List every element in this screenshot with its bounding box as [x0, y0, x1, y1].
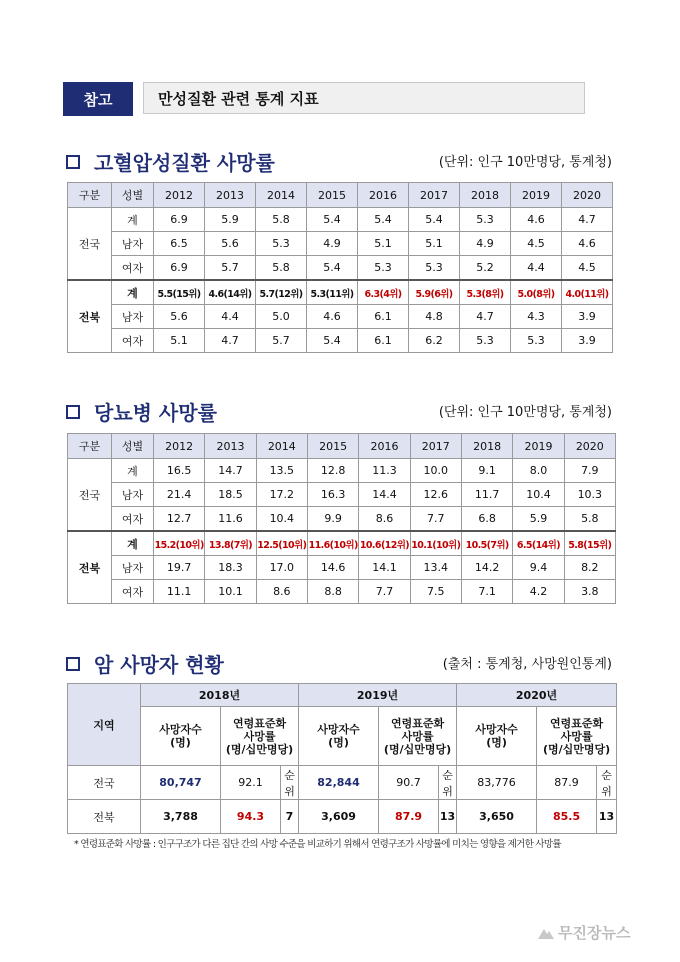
- column-header: 2016: [359, 434, 410, 459]
- cancer-table: [67, 683, 617, 834]
- value-cell: 6.1: [358, 329, 409, 353]
- checkbox-square-icon: [66, 657, 80, 671]
- column-header: 2020: [564, 434, 615, 459]
- year-header: 2020년: [457, 684, 617, 707]
- value-cell: 7.7: [359, 580, 410, 604]
- value-cell: 6.8: [461, 507, 512, 532]
- value-cell: 5.3: [460, 208, 511, 232]
- gender-cell: 계: [112, 531, 154, 556]
- column-header: 2015: [307, 183, 358, 208]
- value-cell: 11.3: [359, 459, 410, 483]
- mountain-logo-icon: [538, 927, 554, 939]
- value-cell: 18.3: [205, 556, 256, 580]
- region-cell: 전국: [68, 766, 141, 800]
- column-header: 성별: [112, 183, 154, 208]
- value-cell: 6.5(14위): [513, 531, 564, 556]
- table-row: [68, 800, 617, 834]
- table-row: [68, 580, 616, 604]
- gender-cell: 여자: [112, 580, 154, 604]
- value-cell: 15.2(10위): [154, 531, 205, 556]
- column-header: 2019: [513, 434, 564, 459]
- value-cell: 4.6: [562, 232, 613, 256]
- column-header: 2013: [205, 434, 256, 459]
- value-cell: 5.4: [307, 329, 358, 353]
- rate-cell: 87.9: [379, 800, 439, 834]
- value-cell: 5.6: [154, 305, 205, 329]
- region-cell: 전북: [68, 800, 141, 834]
- value-cell: 13.4: [410, 556, 461, 580]
- value-cell: 4.6: [307, 305, 358, 329]
- column-header: 2012: [154, 183, 205, 208]
- value-cell: 9.9: [307, 507, 358, 532]
- value-cell: 5.7: [256, 329, 307, 353]
- column-header: 성별: [112, 434, 154, 459]
- value-cell: 6.9: [154, 256, 205, 281]
- rank-cell: 13: [439, 800, 457, 834]
- value-cell: 5.7(12위): [256, 280, 307, 305]
- diabetes-table: [67, 433, 616, 604]
- section3-unit: (출처 : 통계청, 사망원인통계): [442, 657, 612, 672]
- table-row: [68, 459, 616, 483]
- value-cell: 10.4: [256, 507, 307, 532]
- value-cell: 5.8: [256, 208, 307, 232]
- value-cell: 7.9: [564, 459, 615, 483]
- gender-cell: 여자: [112, 329, 154, 353]
- deaths-cell: 83,776: [457, 766, 537, 800]
- value-cell: 14.4: [359, 483, 410, 507]
- value-cell: 4.0(11위): [562, 280, 613, 305]
- table-row: [68, 531, 616, 556]
- value-cell: 13.8(7위): [205, 531, 256, 556]
- rate-cell: 92.1: [221, 766, 281, 800]
- value-cell: 5.0(8위): [511, 280, 562, 305]
- gender-cell: 남자: [112, 483, 154, 507]
- reference-bar: [63, 82, 585, 116]
- value-cell: 5.2: [460, 256, 511, 281]
- header-row: [68, 183, 613, 208]
- column-header: 2013: [205, 183, 256, 208]
- value-cell: 5.0: [256, 305, 307, 329]
- value-cell: 5.9: [205, 208, 256, 232]
- value-cell: 4.9: [307, 232, 358, 256]
- value-cell: 6.3(4위): [358, 280, 409, 305]
- value-cell: 10.5(7위): [461, 531, 512, 556]
- gender-cell: 남자: [112, 232, 154, 256]
- year-header: 2018년: [141, 684, 299, 707]
- rank-cell: 순위: [439, 766, 457, 800]
- checkbox-square-icon: [66, 405, 80, 419]
- hypertension-table: [67, 182, 613, 353]
- value-cell: 5.3(11위): [307, 280, 358, 305]
- region-cell: 전국: [68, 459, 112, 532]
- section3-title: 암 사망자 현황: [66, 649, 224, 678]
- gender-cell: 남자: [112, 305, 154, 329]
- column-header: 2012: [154, 434, 205, 459]
- value-cell: 5.1: [358, 232, 409, 256]
- value-cell: 3.9: [562, 305, 613, 329]
- value-cell: 6.2: [409, 329, 460, 353]
- sub-header-row: [68, 707, 617, 766]
- gender-cell: 계: [112, 280, 154, 305]
- value-cell: 4.4: [511, 256, 562, 281]
- value-cell: 16.5: [154, 459, 205, 483]
- rate-cell: 90.7: [379, 766, 439, 800]
- value-cell: 8.0: [513, 459, 564, 483]
- value-cell: 5.4: [307, 256, 358, 281]
- value-cell: 11.1: [154, 580, 205, 604]
- value-cell: 3.8: [564, 580, 615, 604]
- value-cell: 10.6(12위): [359, 531, 410, 556]
- value-cell: 7.1: [461, 580, 512, 604]
- region-cell: 전국: [68, 208, 112, 281]
- deaths-cell: 80,747: [141, 766, 221, 800]
- column-header: 구분: [68, 434, 112, 459]
- gender-cell: 계: [112, 459, 154, 483]
- value-cell: 10.4: [513, 483, 564, 507]
- value-cell: 11.6(10위): [307, 531, 358, 556]
- value-cell: 3.9: [562, 329, 613, 353]
- gender-cell: 여자: [112, 256, 154, 281]
- value-cell: 4.2: [513, 580, 564, 604]
- checkbox-square-icon: [66, 155, 80, 169]
- value-cell: 4.6(14위): [205, 280, 256, 305]
- value-cell: 5.5(15위): [154, 280, 205, 305]
- value-cell: 18.5: [205, 483, 256, 507]
- table-row: [68, 483, 616, 507]
- value-cell: 4.5: [562, 256, 613, 281]
- reference-tag: 참고: [63, 82, 133, 116]
- value-cell: 5.8: [256, 256, 307, 281]
- watermark: 무진장뉴스: [538, 922, 630, 943]
- value-cell: 4.3: [511, 305, 562, 329]
- value-cell: 4.7: [562, 208, 613, 232]
- year-header-row: [68, 684, 617, 707]
- value-cell: 8.6: [359, 507, 410, 532]
- value-cell: 5.6: [205, 232, 256, 256]
- table-row: [68, 280, 613, 305]
- value-cell: 14.1: [359, 556, 410, 580]
- value-cell: 16.3: [307, 483, 358, 507]
- rate-cell: 85.5: [537, 800, 597, 834]
- column-header: 2018: [461, 434, 512, 459]
- value-cell: 5.3: [256, 232, 307, 256]
- table-row: [68, 208, 613, 232]
- value-cell: 19.7: [154, 556, 205, 580]
- table-row: [68, 507, 616, 532]
- section2-title: 당뇨병 사망률: [66, 397, 217, 426]
- value-cell: 9.1: [461, 459, 512, 483]
- value-cell: 5.4: [358, 208, 409, 232]
- deaths-header: 사망자수 (명): [457, 707, 537, 766]
- value-cell: 13.5: [256, 459, 307, 483]
- deaths-cell: 82,844: [299, 766, 379, 800]
- value-cell: 12.6: [410, 483, 461, 507]
- gender-cell: 여자: [112, 507, 154, 532]
- value-cell: 4.6: [511, 208, 562, 232]
- deaths-header: 사망자수 (명): [299, 707, 379, 766]
- section1-title: 고혈압성질환 사망률: [66, 147, 275, 176]
- value-cell: 5.1: [409, 232, 460, 256]
- column-header: 2017: [410, 434, 461, 459]
- deaths-cell: 3,650: [457, 800, 537, 834]
- rate-cell: 87.9: [537, 766, 597, 800]
- region-header: 지역: [68, 684, 141, 766]
- value-cell: 5.9(6위): [409, 280, 460, 305]
- rate-header: 연령표준화 사망률 (명/십만명당): [379, 707, 457, 766]
- section1-unit: (단위: 인구 10만명당, 통계청): [438, 155, 612, 170]
- value-cell: 5.3: [460, 329, 511, 353]
- column-header: 2020: [562, 183, 613, 208]
- table-row: [68, 305, 613, 329]
- table-row: [68, 556, 616, 580]
- value-cell: 5.8(15위): [564, 531, 615, 556]
- value-cell: 17.0: [256, 556, 307, 580]
- column-header: 2019: [511, 183, 562, 208]
- rank-cell: 7: [281, 800, 299, 834]
- table-row: [68, 329, 613, 353]
- value-cell: 14.7: [205, 459, 256, 483]
- value-cell: 12.5(10위): [256, 531, 307, 556]
- value-cell: 11.6: [205, 507, 256, 532]
- value-cell: 4.8: [409, 305, 460, 329]
- value-cell: 12.8: [307, 459, 358, 483]
- value-cell: 7.7: [410, 507, 461, 532]
- value-cell: 5.1: [154, 329, 205, 353]
- value-cell: 4.4: [205, 305, 256, 329]
- rank-cell: 순위: [597, 766, 617, 800]
- value-cell: 10.0: [410, 459, 461, 483]
- rank-cell: 13: [597, 800, 617, 834]
- table-row: [68, 256, 613, 281]
- value-cell: 4.7: [460, 305, 511, 329]
- value-cell: 17.2: [256, 483, 307, 507]
- rate-header: 연령표준화 사망률 (명/십만명당): [537, 707, 617, 766]
- value-cell: 5.3(8위): [460, 280, 511, 305]
- value-cell: 4.7: [205, 329, 256, 353]
- deaths-header: 사망자수 (명): [141, 707, 221, 766]
- value-cell: 14.6: [307, 556, 358, 580]
- value-cell: 7.5: [410, 580, 461, 604]
- column-header: 2017: [409, 183, 460, 208]
- value-cell: 5.9: [513, 507, 564, 532]
- value-cell: 5.7: [205, 256, 256, 281]
- column-header: 2016: [358, 183, 409, 208]
- column-header: 2014: [256, 183, 307, 208]
- table-row: [68, 766, 617, 800]
- value-cell: 11.7: [461, 483, 512, 507]
- value-cell: 5.3: [511, 329, 562, 353]
- rate-header: 연령표준화 사망률 (명/십만명당): [221, 707, 299, 766]
- rate-cell: 94.3: [221, 800, 281, 834]
- gender-cell: 남자: [112, 556, 154, 580]
- value-cell: 5.8: [564, 507, 615, 532]
- rank-cell: 순위: [281, 766, 299, 800]
- region-cell: 전북: [68, 531, 112, 604]
- value-cell: 5.3: [409, 256, 460, 281]
- value-cell: 10.1: [205, 580, 256, 604]
- value-cell: 8.2: [564, 556, 615, 580]
- footnote: * 연령표준화 사망률 : 인구구조가 다른 집단 간의 사망 수준을 비교하기 위해서 연령구조가 사망률에 미치는 영향을 제거한 사망률: [74, 839, 561, 850]
- value-cell: 10.3: [564, 483, 615, 507]
- column-header: 구분: [68, 183, 112, 208]
- table-row: [68, 232, 613, 256]
- year-header: 2019년: [299, 684, 457, 707]
- column-header: 2018: [460, 183, 511, 208]
- column-header: 2015: [307, 434, 358, 459]
- value-cell: 4.9: [460, 232, 511, 256]
- value-cell: 5.4: [307, 208, 358, 232]
- value-cell: 14.2: [461, 556, 512, 580]
- value-cell: 5.4: [409, 208, 460, 232]
- value-cell: 8.8: [307, 580, 358, 604]
- value-cell: 12.7: [154, 507, 205, 532]
- value-cell: 10.1(10위): [410, 531, 461, 556]
- value-cell: 9.4: [513, 556, 564, 580]
- value-cell: 8.6: [256, 580, 307, 604]
- value-cell: 5.3: [358, 256, 409, 281]
- value-cell: 6.9: [154, 208, 205, 232]
- value-cell: 4.5: [511, 232, 562, 256]
- reference-title: 만성질환 관련 통계 지표: [143, 82, 585, 114]
- column-header: 2014: [256, 434, 307, 459]
- deaths-cell: 3,788: [141, 800, 221, 834]
- region-cell: 전북: [68, 280, 112, 353]
- section2-unit: (단위: 인구 10만명당, 통계청): [438, 405, 612, 420]
- gender-cell: 계: [112, 208, 154, 232]
- value-cell: 6.1: [358, 305, 409, 329]
- value-cell: 21.4: [154, 483, 205, 507]
- deaths-cell: 3,609: [299, 800, 379, 834]
- value-cell: 6.5: [154, 232, 205, 256]
- header-row: [68, 434, 616, 459]
